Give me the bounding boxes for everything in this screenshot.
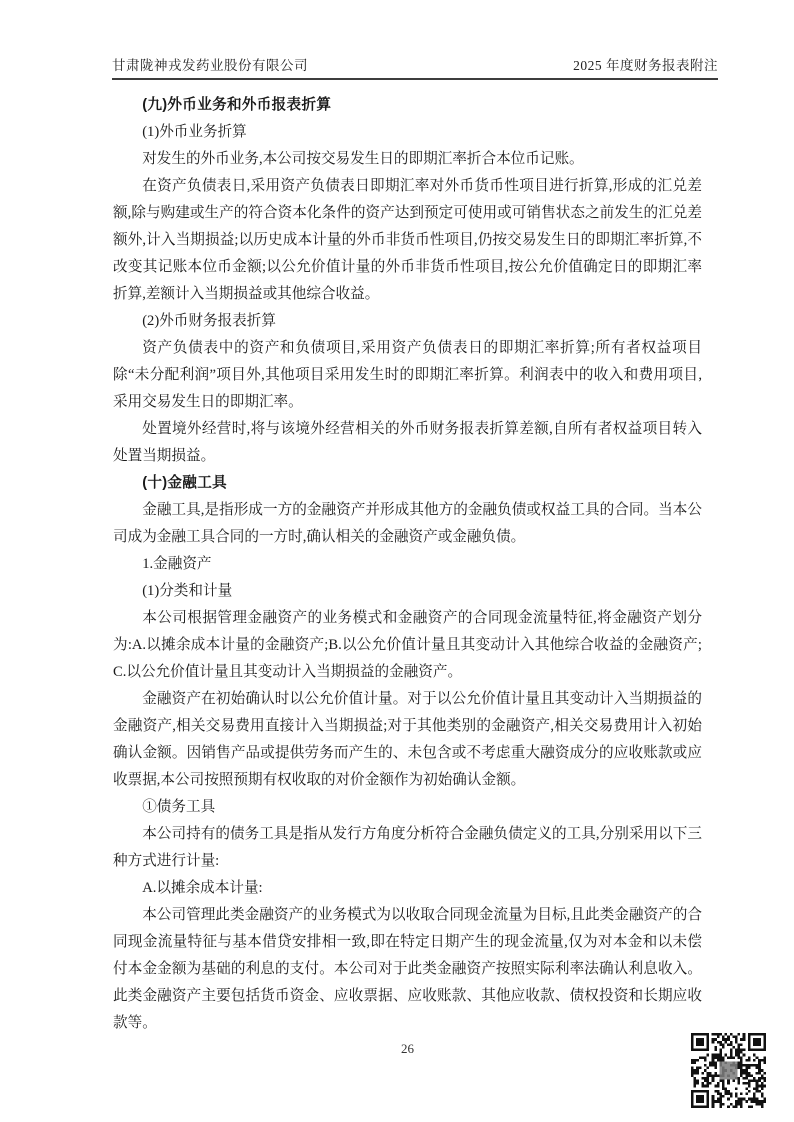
page-header: [112, 54, 718, 80]
paragraph: 本公司根据管理金融资产的业务模式和金融资产的合同现金流量特征,将金融资产划分为:A.以摊余成本计量的金融资产;B.以公允价值计量且其变动计入其他综合收益的金融资产;C.以公允价值计量且其变动计入当期损益的金融资产。: [113, 610, 702, 680]
paragraph: 金融工具,是指形成一方的金融资产并形成其他方的金融负债或权益工具的合同。当本公司成为金融工具合同的一方时,确认相关的金融资产或金融负债。: [113, 502, 702, 545]
paragraph: ①债务工具: [142, 799, 216, 815]
paragraph: (2)外币财务报表折算: [142, 313, 276, 329]
qr-code: [691, 1033, 766, 1108]
paragraph: 本公司持有的债务工具是指从发行方角度分析符合金融负债定义的工具,分别采用以下三种方式进行计量:: [113, 826, 702, 869]
paragraph: (1)分类和计量: [142, 583, 233, 599]
paragraph: (1)外币业务折算: [142, 124, 247, 140]
paragraph: 对发生的外币业务,本公司按交易发生日的即期汇率折合本位币记账。: [142, 151, 584, 167]
paragraph: 资产负债表中的资产和负债项目,采用资产负债表日的即期汇率折算;所有者权益项目除“未分配利润”项目外,其他项目采用发生时的即期汇率折算。利润表中的收入和费用项目,采用交易发生日的即期汇率。: [113, 340, 702, 410]
qr-code-image: [691, 1033, 766, 1108]
paragraph: 本公司管理此类金融资产的业务模式为以收取合同现金流量为目标,且此类金融资产的合同现金流量特征与基本借贷安排相一致,即在特定日期产生的现金流量,仅为对本金和以未偿付本金金额为基础的利息的支付。本公司对于此类金融资产按照实际利率法确认利息收入。此类金融资产主要包括货币资金、应收票据、应收账款、其他应收款、债权投资和长期应收款等。: [113, 907, 702, 1031]
paragraph: A.以摊余成本计量:: [142, 880, 263, 896]
page-number: 26: [401, 1041, 414, 1056]
paragraph: 1.金融资产: [142, 556, 212, 572]
header-doc-title: 2025 年度财务报表附注: [573, 58, 718, 73]
document-body: [113, 92, 702, 1037]
section-heading: (九)外币业务和外币报表折算: [142, 97, 332, 113]
header-company-name: 甘肃陇神戎发药业股份有限公司: [112, 58, 308, 73]
section-heading: (十)金融工具: [142, 475, 227, 491]
paragraph: 处置境外经营时,将与该境外经营相关的外币财务报表折算差额,自所有者权益项目转入处置当期损益。: [113, 421, 702, 464]
paragraph: 在资产负债表日,采用资产负债表日即期汇率对外币货币性项目进行折算,形成的汇兑差额,除与购建或生产的符合资本化条件的资产达到预定可使用或可销售状态之前发生的汇兑差额外,计入当期损益;以历史成本计量的外币非货币性项目,仍按交易发生日的即期汇率折算,不改变其记账本位币金额;以公允价值计量的外币非货币性项目,按公允价值确定日的即期汇率折算,差额计入当期损益或其他综合收益。: [113, 178, 702, 302]
paragraph: 金融资产在初始确认时以公允价值计量。对于以公允价值计量且其变动计入当期损益的金融资产,相关交易费用直接计入当期损益;对于其他类别的金融资产,相关交易费用计入初始确认金额。因销售产品或提供劳务而产生的、未包含或不考虑重大融资成分的应收账款或应收票据,本公司按照预期有权收取的对价金额作为初始确认金额。: [113, 691, 702, 788]
